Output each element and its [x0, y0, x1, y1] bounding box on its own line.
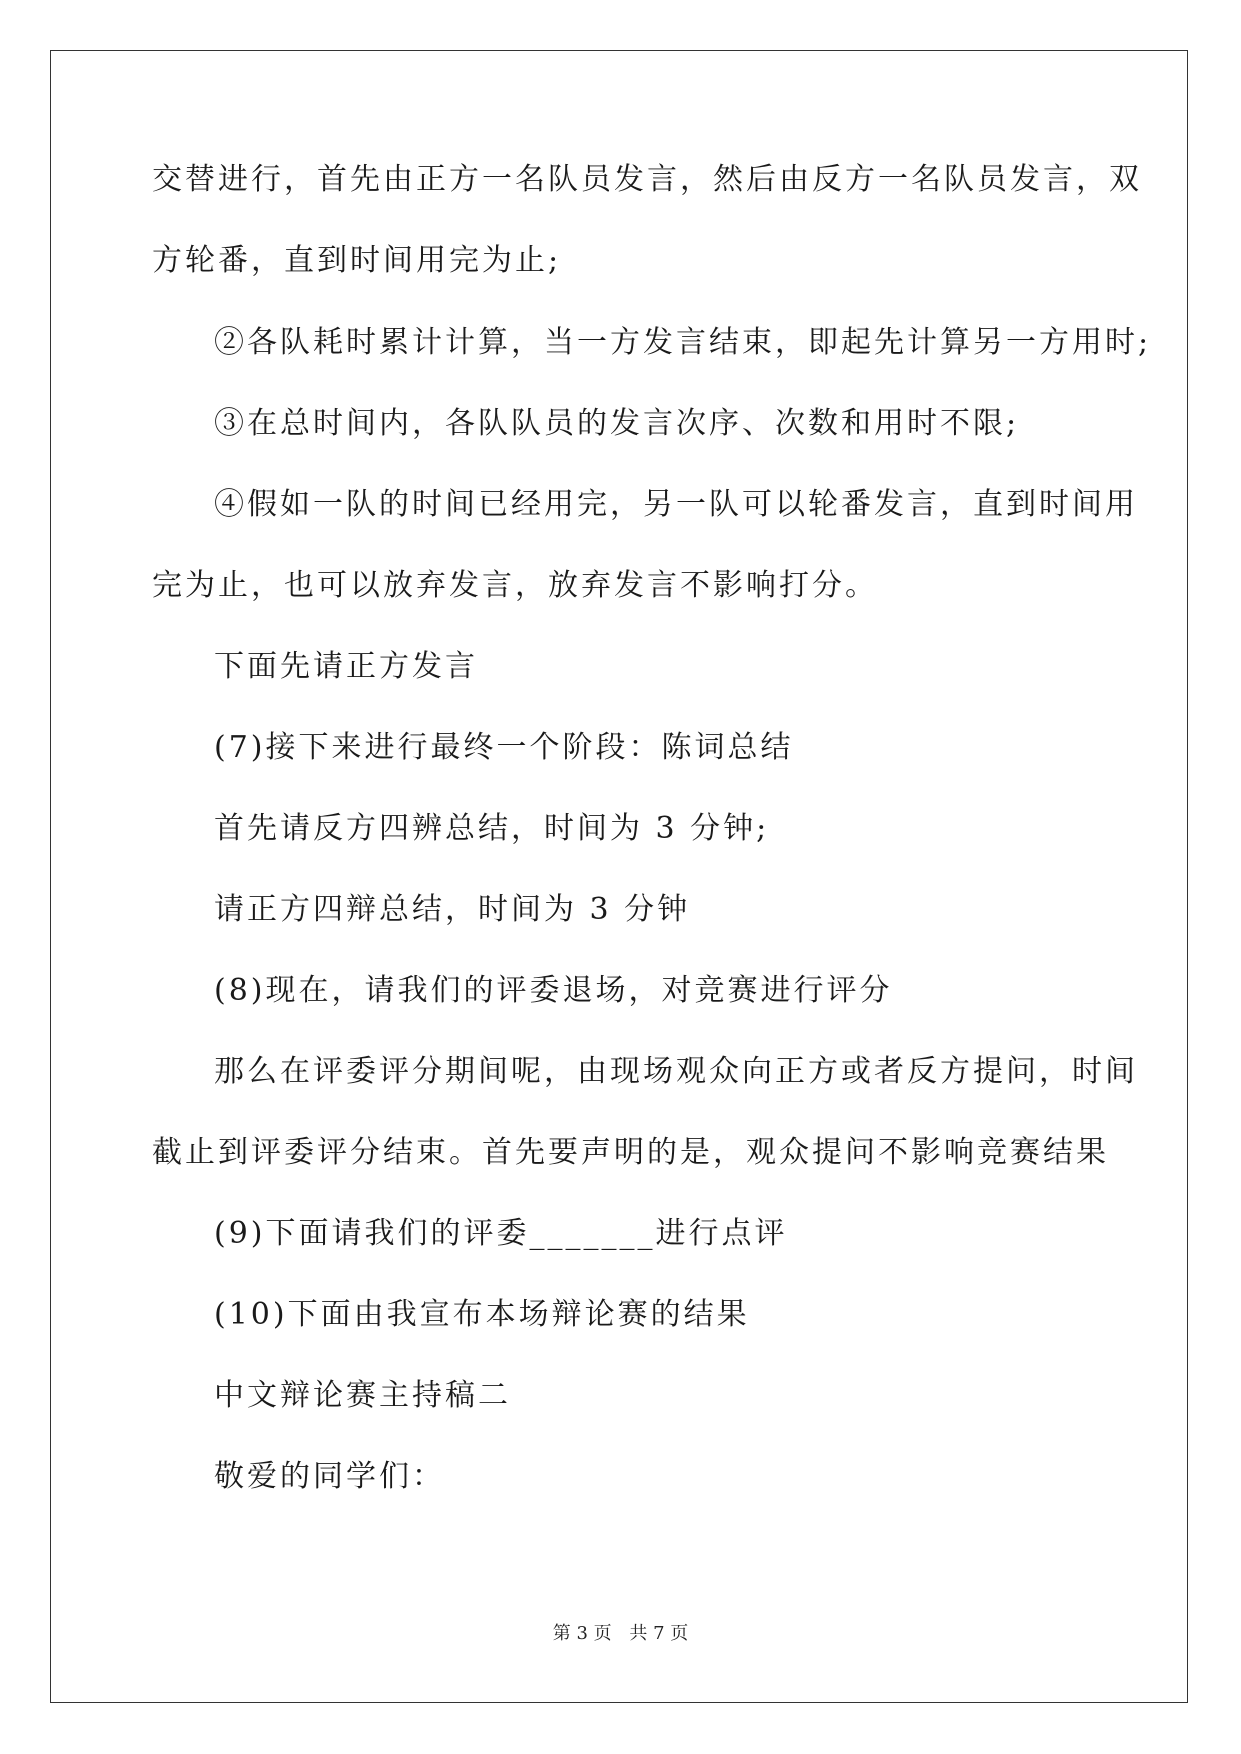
- page-total: 共 7 页: [629, 1623, 689, 1644]
- text-line: 首先请反方四辨总结，时间为 3 分钟;: [214, 811, 770, 846]
- text-line: 敬爱的同学们：: [214, 1459, 445, 1494]
- text-line: 完为止，也可以放弃发言，放弃发言不影响打分。: [152, 568, 878, 603]
- text-line: 交替进行，首先由正方一名队员发言，然后由反方一名队员发言，双: [152, 162, 1142, 197]
- page-number: 第 3 页: [552, 1623, 612, 1644]
- text-line: (10)下面由我宣布本场辩论赛的结果: [214, 1297, 750, 1332]
- text-line: 请正方四辩总结，时间为 3 分钟: [214, 892, 691, 927]
- text-line: ④假如一队的时间已经用完，另一队可以轮番发言，直到时间用: [214, 487, 1138, 522]
- text-line: 那么在评委评分期间呢，由现场观众向正方或者反方提问，时间: [214, 1054, 1138, 1089]
- text-line: 中文辩论赛主持稿二: [214, 1378, 511, 1413]
- text-line: 方轮番，直到时间用完为止;: [152, 243, 562, 278]
- text-line: (8)现在，请我们的评委退场，对竞赛进行评分: [214, 973, 893, 1008]
- text-line: ②各队耗时累计计算，当一方发言结束，即起先计算另一方用时;: [214, 325, 1152, 360]
- page-footer: [0, 1622, 1241, 1646]
- text-line: (7)接下来进行最终一个阶段：陈词总结: [214, 730, 794, 765]
- text-line: ③在总时间内，各队队员的发言次序、次数和用时不限;: [214, 406, 1020, 441]
- page-border: [50, 50, 1188, 1703]
- text-line: (9)下面请我们的评委_______进行点评: [214, 1216, 788, 1251]
- text-line: 下面先请正方发言: [214, 649, 478, 684]
- text-line: 截止到评委评分结束。首先要声明的是，观众提问不影响竞赛结果: [152, 1135, 1109, 1170]
